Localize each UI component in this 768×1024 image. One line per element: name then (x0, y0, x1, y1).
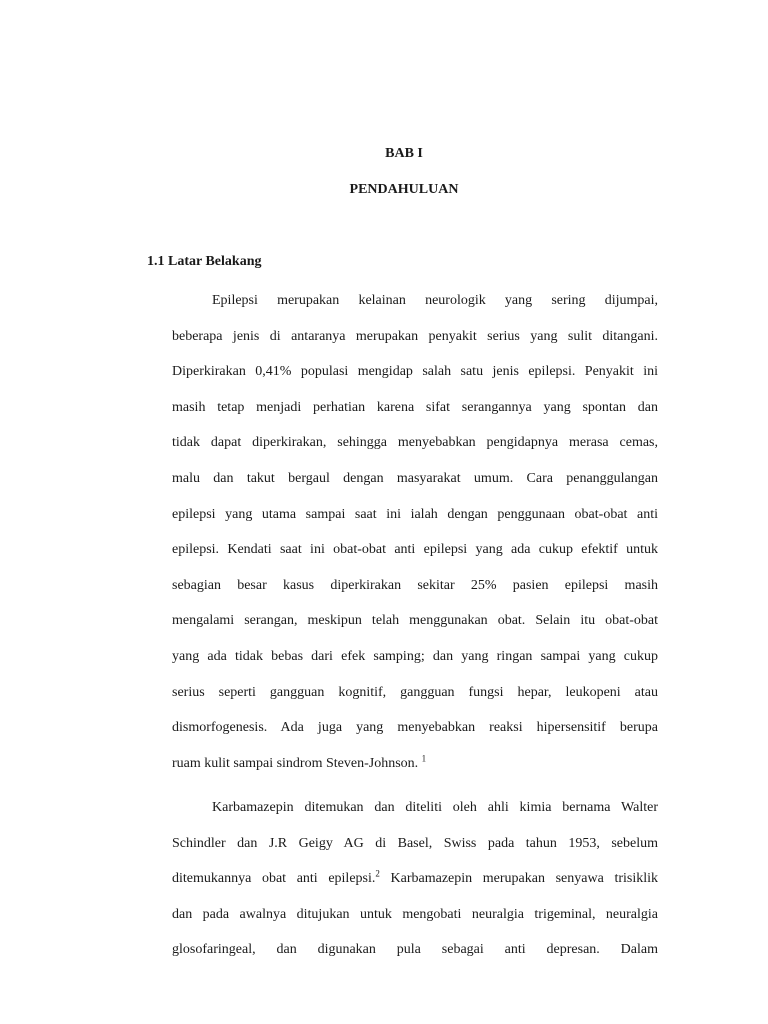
text-line: Epilepsi merupakan kelainan neurologik yang sering dijumpai, (212, 293, 658, 308)
text-line: tidak dapat diperkirakan, sehingga menyebabkan pengidapnya merasa cemas, (172, 435, 658, 451)
section-heading: 1.1 Latar Belakang (147, 254, 262, 269)
paragraph-karbamazepin (172, 790, 658, 968)
chapter-title: PENDAHULUAN (349, 182, 459, 197)
text-line: dan pada awalnya ditujukan untuk mengobati neuralgia trigeminal, neuralgia (172, 906, 658, 922)
text-fragment: Karbamazepin merupakan senyawa trisiklik (379, 871, 659, 887)
chapter-number: BAB I (385, 146, 423, 161)
text-line: epilepsi. Kendati saat ini obat-obat anti epilepsi yang ada cukup efektif untuk (172, 542, 658, 558)
text-line: Diperkirakan 0,41% populasi mengidap salah satu jenis epilepsi. Penyakit ini (172, 364, 658, 380)
text-line: Schindler dan J.R Geigy AG di Basel, Swiss pada tahun 1953, sebelum (172, 835, 658, 851)
text-line: epilepsi yang utama sampai saat ini ialah dengan penggunaan obat-obat anti (172, 506, 658, 522)
text-line: serius seperti gangguan kognitif, gangguan fungsi hepar, leukopeni atau (172, 684, 658, 700)
text-line: masih tetap menjadi perhatian karena sifat serangannya yang spontan dan (172, 399, 658, 415)
text-line: malu dan takut bergaul dengan masyarakat umum. Cara penanggulangan (172, 470, 658, 486)
text-line-last (172, 746, 658, 782)
text-fragment: ruam kulit sampai sindrom Steven-Johnson. (172, 755, 419, 771)
text-line (172, 861, 658, 897)
text-line: glosofaringeal, dan digunakan pula sebagai anti depresan. Dalam (172, 942, 658, 958)
text-line: sebagian besar kasus diperkirakan sekitar 25% pasien epilepsi masih (172, 577, 658, 593)
footnote-ref: 1 (421, 753, 427, 764)
footnote-ref: 2 (375, 868, 380, 879)
text-line: yang ada tidak bebas dari efek samping; dan yang ringan sampai yang cukup (172, 648, 658, 664)
text-line: dismorfogenesis. Ada juga yang menyebabkan reaksi hipersensitif berupa (172, 720, 658, 736)
text-fragment: ditemukannya obat anti epilepsi. (172, 871, 376, 887)
text-line: Karbamazepin ditemukan dan diteliti oleh ahli kimia bernama Walter (212, 800, 658, 815)
text-line: mengalami serangan, meskipun telah menggunakan obat. Selain itu obat-obat (172, 613, 658, 629)
paragraph-latar-belakang (172, 283, 658, 781)
text-line: beberapa jenis di antaranya merupakan penyakit serius yang sulit ditangani. (172, 328, 658, 344)
